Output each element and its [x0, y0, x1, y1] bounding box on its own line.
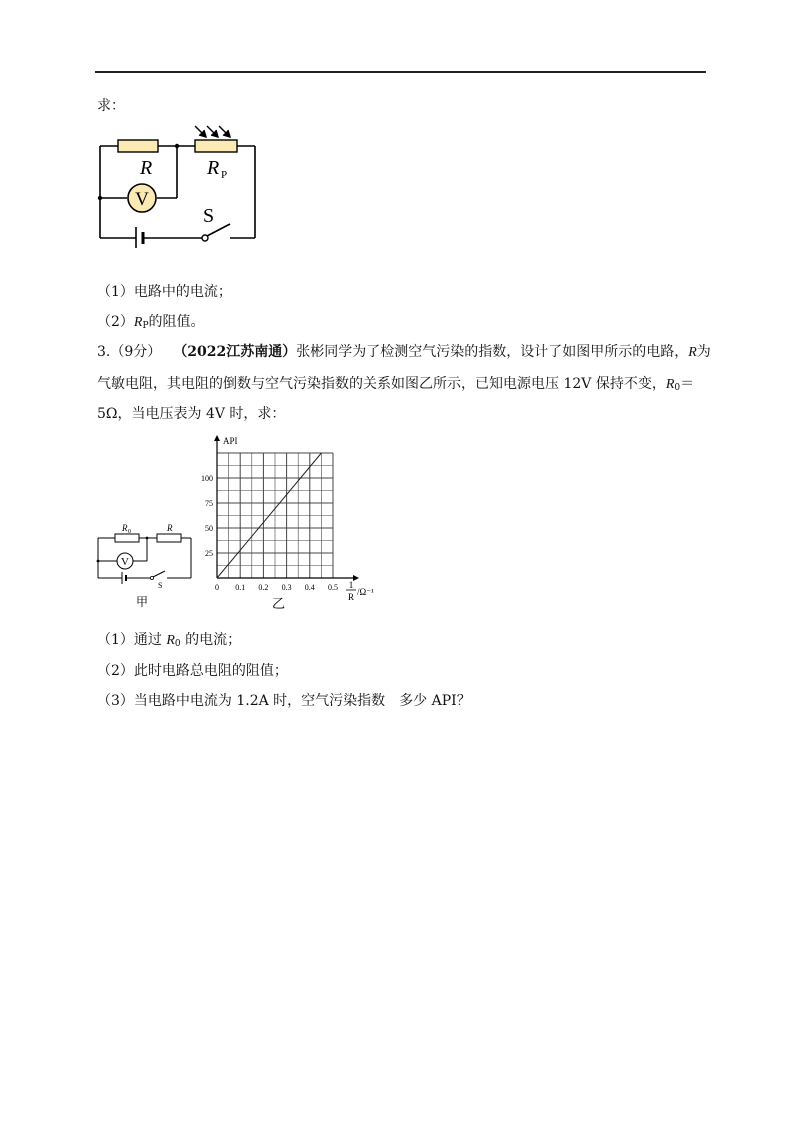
y-tick-label: 100 [201, 474, 213, 483]
problem3-line2: 气敏电阻，其电阻的倒数与空气污染指数的关系如图乙所示，已知电源电压 12V 保持不变，$R_0=$ [97, 376, 695, 393]
prev-q2: $(2)R_P$的阻值。 [97, 314, 205, 331]
y-axis-label: API [223, 436, 238, 446]
yi-caption: 乙 [272, 596, 286, 611]
x-tick-label: 0.2 [258, 583, 269, 592]
voltmeter-label: V [135, 189, 149, 210]
x-axis-arrow [353, 575, 359, 581]
circuit-diagram-1 [95, 118, 270, 248]
problem3-q2: （2）此时电路总电阻的阻值； [97, 663, 288, 679]
x-label-denominator: R [347, 592, 355, 602]
label-r: R [140, 157, 153, 179]
label-rp: R [207, 157, 220, 179]
photoresistor-rp [195, 140, 237, 152]
jia-r0-sub: 0 [128, 529, 131, 535]
jia-voltmeter-label: V [121, 556, 129, 568]
x-label-unit: /Ω⁻¹ [357, 587, 374, 597]
problem3-q3: （3）当电路中电流为 1.2A 时，空气污染指数 多少 API？ [97, 693, 471, 709]
y-tick-label: 50 [205, 524, 213, 533]
prev-q1: （1）电路中的电流； [97, 284, 232, 300]
x-label-numerator: 1 [348, 580, 354, 590]
problem3-line1: 3.（9分） （2022江苏南通）张彬同学为了检测空气污染的指数，设计了如图甲所示的电路，R为 [97, 344, 711, 360]
header-rule [95, 71, 706, 73]
switch-pivot [202, 235, 208, 241]
x-tick-label: 0.4 [304, 583, 315, 592]
problem3-line3: 5Ω，当电压表为 4V 时，求： [97, 406, 286, 422]
y-tick-label: 25 [205, 549, 213, 558]
jia-r-label: R [167, 523, 173, 533]
x-tick-label: 0.3 [281, 583, 292, 592]
light-arrows [195, 126, 230, 137]
y-axis-arrow [214, 435, 220, 441]
circuit-diagram-jia [95, 520, 195, 610]
problem3-q1: （1）通过 $R_0$ 的电流； [97, 632, 242, 649]
prev-intro: 求： [97, 98, 125, 114]
y-tick-label: 75 [205, 499, 213, 508]
label-switch: S [203, 205, 215, 227]
label-rp-sub: P [221, 169, 228, 181]
jia-r0-label: R [122, 523, 128, 533]
x-tick-label: 0.1 [235, 583, 246, 592]
resistor-r [118, 140, 158, 152]
x-tick-label: 0 [215, 583, 219, 592]
chart-yi [195, 430, 395, 620]
jia-switch-label: S [158, 581, 163, 590]
x-tick-label: 0.5 [328, 583, 338, 592]
jia-caption: 甲 [136, 595, 149, 609]
